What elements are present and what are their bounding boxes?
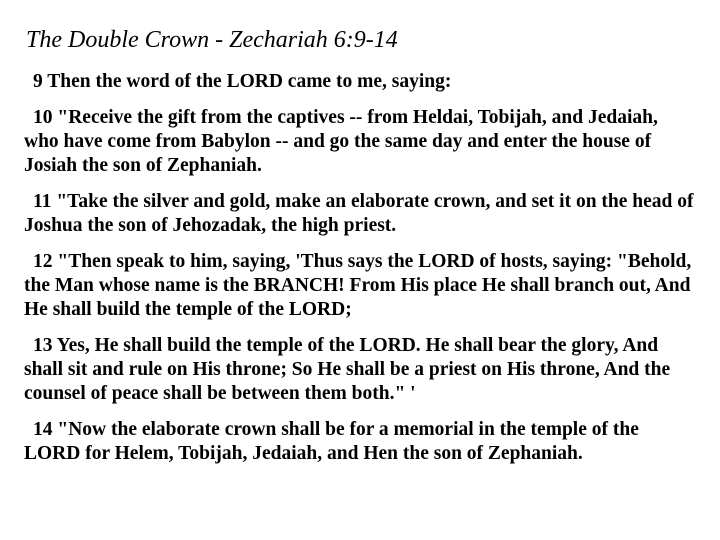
verse-number: 13	[33, 335, 53, 356]
verse-text: "Then speak to him, saying, 'Thus says the LORD of hosts, saying: "Behold, the Man whose name is the BRANCH! From His place He shall branch out, And He shall build the temple of the LORD;	[24, 251, 692, 320]
verse-text: Then the word of the LORD came to me, saying:	[47, 71, 452, 92]
verse-9	[24, 70, 696, 94]
page-title: The Double Crown - Zechariah 6:9-14	[26, 27, 398, 53]
verse-13	[24, 334, 696, 406]
verse-10	[24, 106, 696, 178]
verse-number: 12	[33, 251, 53, 272]
verse-number: 14	[33, 419, 53, 440]
verse-14	[24, 418, 696, 466]
verse-text: "Take the silver and gold, make an elaborate crown, and set it on the head of Joshua the son of Jehozadak, the high priest.	[24, 191, 694, 236]
verse-11	[24, 190, 696, 238]
verse-text: "Receive the gift from the captives -- from Heldai, Tobijah, and Jedaiah, who have come from Babylon -- and go the same day and enter the house of Josiah the son of Zephaniah.	[24, 107, 658, 176]
verse-12	[24, 250, 696, 322]
verse-number: 11	[33, 191, 52, 212]
verse-number: 10	[33, 107, 53, 128]
verse-number: 9	[33, 71, 43, 92]
verse-text: "Now the elaborate crown shall be for a memorial in the temple of the LORD for Helem, Tobijah, Jedaiah, and Hen the son of Zephaniah.	[24, 419, 639, 464]
verse-text: Yes, He shall build the temple of the LORD. He shall bear the glory, And shall sit and rule on His throne; So He shall be a priest on His throne, And the counsel of peace shall be between them both." '	[24, 335, 671, 404]
